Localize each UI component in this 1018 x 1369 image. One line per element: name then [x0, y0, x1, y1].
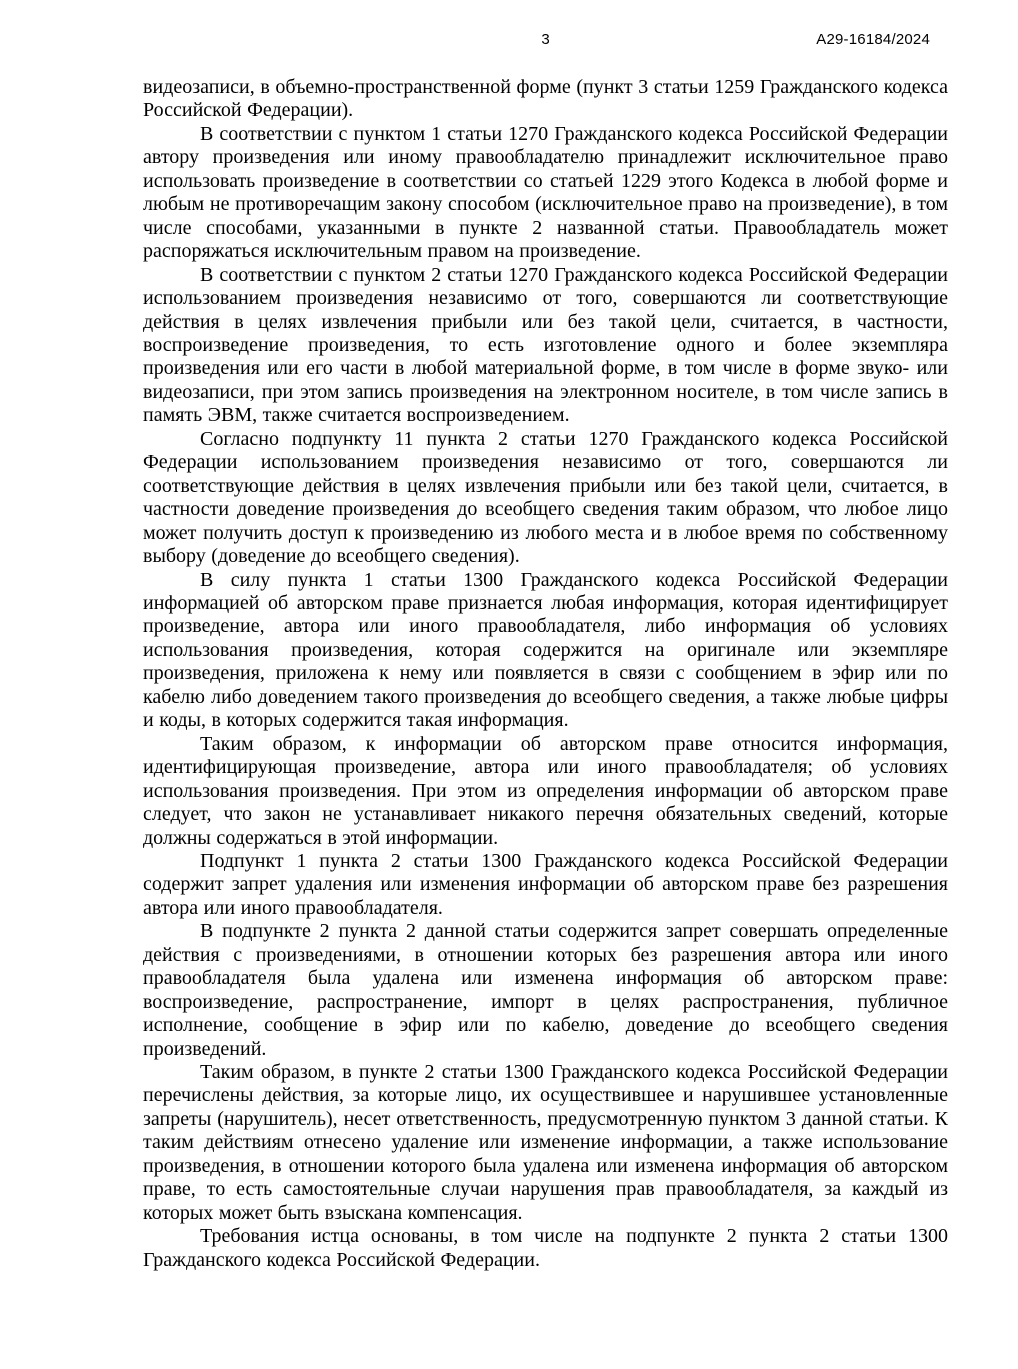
paragraph: Таким образом, к информации об авторском праве относится информация, идентифицирующая произведение, автора или иного правообладателя; об условиях использования произведения. При этом из определения информации об авторском праве следует, что закон не устанавливает никакого перечня обязательных сведений, которые должны содержаться в этой информации. — [143, 732, 948, 849]
paragraph: видеозаписи, в объемно-пространственной форме (пункт 3 статьи 1259 Гражданского кодекса Российской Федерации). — [143, 76, 948, 122]
paragraph: Подпункт 1 пункта 2 статьи 1300 Гражданского кодекса Российской Федерации содержит запрет удаления или изменения информации об авторском праве без разрешения автора или иного правообладателя. — [143, 849, 948, 919]
paragraph: В соответствии с пунктом 2 статьи 1270 Гражданского кодекса Российской Федерации использованием произведения независимо от того, совершаются ли соответствующие действия в целях извлечения прибыли или без такой цели, считается, в частности, воспроизведение произведения, то есть изготовление одного и более экземпляра произведения или его части в любой материальной форме, в том числе в форме звуко- или видеозаписи, при этом запись произведения на электронном носителе, в том числе запись в память ЭВМ, также считается воспроизведением. — [143, 263, 948, 427]
paragraph: В соответствии с пунктом 1 статьи 1270 Гражданского кодекса Российской Федерации автору произведения или иному правообладателю принадлежит исключительное право использовать произведение в соответствии со статьей 1229 этого Кодекса в любой форме и любым не противоречащим закону способом (исключительное право на произведение), в том числе способами, указанными в пункте 2 названной статьи. Правообладатель может распоряжаться исключительным правом на произведение. — [143, 122, 948, 263]
paragraph: Таким образом, в пункте 2 статьи 1300 Гражданского кодекса Российской Федерации перечислены действия, за которые лицо, их осуществившее и нарушившее установленные запреты (нарушитель), несет ответственность, предусмотренную пунктом 3 данной статьи. К таким действиям отнесено удаление или изменение информации, а также использование произведения, в отношении которого была удалена или изменена информация об авторском праве, то есть самостоятельные случаи нарушения прав правообладателя, за каждый из которых может быть взыскана компенсация. — [143, 1061, 948, 1224]
paragraph: Требования истца основаны, в том числе на подпункте 2 пункта 2 статьи 1300 Гражданского кодекса Российской Федерации. — [143, 1225, 948, 1271]
paragraph: Согласно подпункту 11 пункта 2 статьи 1270 Гражданского кодекса Российской Федерации использованием произведения независимо от того, совершаются ли соответствующие действия в целях извлечения прибыли или без такой цели, считается, в частности доведение произведения до всеобщего сведения таким образом, что любое лицо может получить доступ к произведению из любого места и в любое время по собственному выбору (доведение до всеобщего сведения). — [143, 427, 948, 568]
document-body — [143, 76, 948, 1272]
page-number: 3 — [541, 31, 550, 48]
page-header — [0, 31, 1018, 51]
paragraph: В силу пункта 1 статьи 1300 Гражданского кодекса Российской Федерации информацией об авторском праве признается любая информация, которая идентифицирует произведение, автора или иного правообладателя, либо информация об условиях использования произведения, которая содержится на оригинале или экземпляре произведения, приложена к нему или появляется в связи с сообщением в эфир или по кабелю либо доведением такого произведения до всеобщего сведения, а также любые цифры и коды, в которых содержится такая информация. — [143, 568, 948, 732]
paragraph: В подпункте 2 пункта 2 данной статьи содержится запрет совершать определенные действия с произведениями, в отношении которых без разрешения автора или иного правообладателя была удалена или изменена информация об авторском праве: воспроизведение, распространение, импорт в целях распространения, публичное исполнение, сообщение в эфир или по кабелю, доведение до всеобщего сведения произведений. — [143, 920, 948, 1060]
case-number: А29-16184/2024 — [816, 31, 930, 48]
